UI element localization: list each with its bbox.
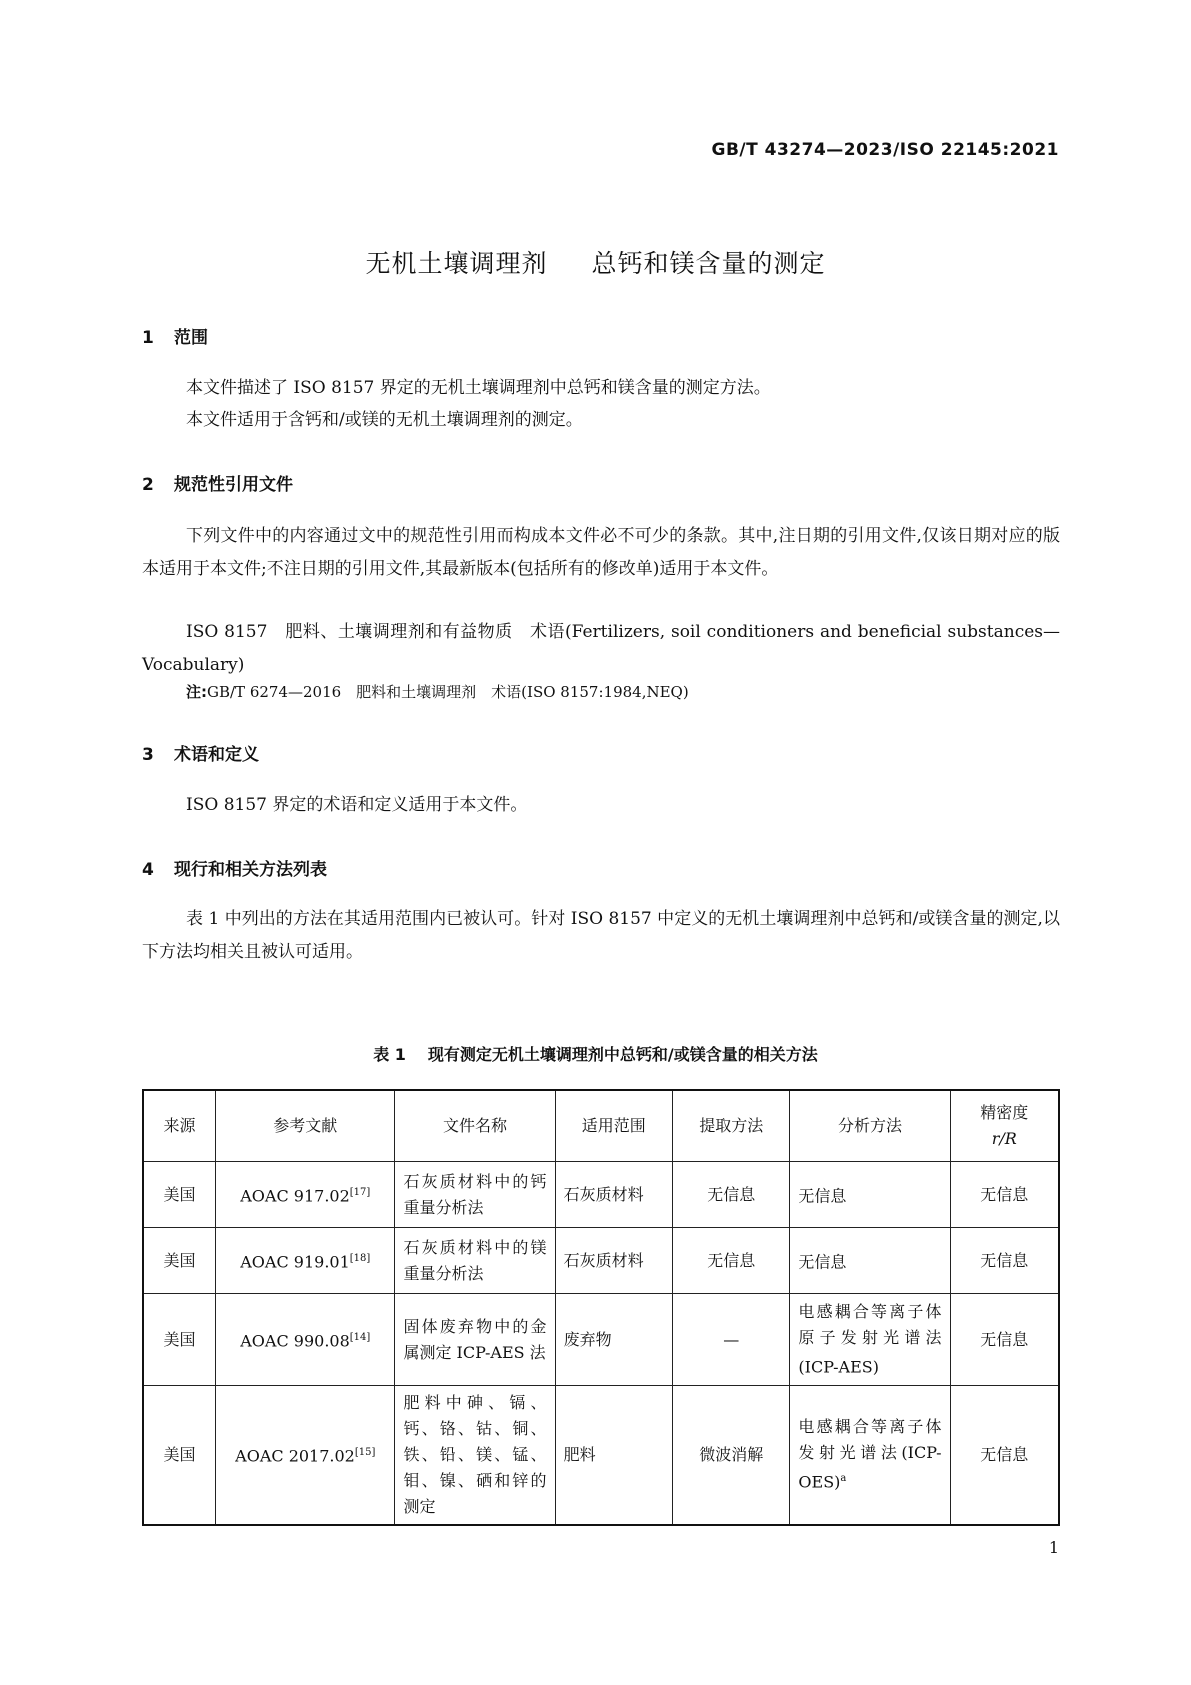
analysis-footnote-mark: a [840,1473,847,1485]
citation-number: [17] [349,1186,371,1198]
precision-label: 精密度 [980,1103,1029,1122]
header-scope: 适用范围 [555,1090,672,1162]
section-title: 规范性引用文件 [174,475,293,495]
analysis-text: 无信息 [798,1186,847,1206]
section-number: 3 [142,745,154,765]
methods-intro-paragraph: 表 1 中列出的方法在其适用范围内已被认可。针对 ISO 8157 中定义的无机土壤调理剂中总钙和/或镁含量的测定,以下方法均相关且被认可适用。 [142,909,1060,962]
header-source: 来源 [143,1090,216,1162]
cell-document-name: 固体废弃物中的金属测定 ICP-AES 法 [395,1294,555,1386]
page-number: 1 [1048,1538,1059,1557]
cell-reference [216,1228,395,1294]
reference-code: AOAC 917.02 [240,1186,350,1206]
cell-precision: 无信息 [950,1228,1059,1294]
cell-document-name: 石灰质材料中的镁重量分析法 [395,1228,555,1294]
scope-paragraph-1: 本文件描述了 ISO 8157 界定的无机土壤调理剂中总钙和镁含量的测定方法。 [186,378,771,398]
cell-precision: 无信息 [950,1386,1059,1526]
section-number: 2 [142,475,154,495]
cell-analysis [790,1386,950,1526]
table-row [143,1386,1059,1526]
cell-scope: 石灰质材料 [555,1162,672,1228]
header-extraction: 提取方法 [672,1090,789,1162]
table-header-row [143,1090,1059,1162]
analysis-text: 电感耦合等离子体原子发射光谱法(ICP-AES) [798,1301,942,1377]
cell-scope: 肥料 [555,1386,672,1526]
cell-extraction: 微波消解 [672,1386,789,1526]
title-part-1: 无机土壤调理剂 [365,249,548,278]
scope-paragraph-2: 本文件适用于含钙和/或镁的无机土壤调理剂的测定。 [186,410,583,430]
note-label: 注: [186,683,207,701]
document-title [0,244,1191,280]
citation-number: [15] [354,1447,376,1459]
cell-extraction: — [672,1294,789,1386]
citation-number: [14] [349,1331,371,1343]
reference-code: AOAC 919.01 [240,1252,350,1272]
table-caption: 现有测定无机土壤调理剂中总钙和/或镁含量的相关方法 [427,1045,818,1064]
cell-precision: 无信息 [950,1294,1059,1386]
reference-iso-8157: ISO 8157 肥料、土壤调理剂和有益物质 术语(Fertilizers, soil conditioners and beneficial substances—Vocabulary) [142,622,1060,675]
cell-scope: 废弃物 [555,1294,672,1386]
reference-code: AOAC 2017.02 [235,1446,355,1466]
table-label: 表 1 [373,1045,406,1064]
cell-reference [216,1162,395,1228]
cell-precision: 无信息 [950,1162,1059,1228]
standard-code: GB/T 43274—2023/ISO 22145:2021 [711,140,1059,160]
header-reference: 参考文献 [216,1090,395,1162]
cell-analysis [790,1162,950,1228]
cell-reference [216,1386,395,1526]
section-title: 范围 [174,328,208,348]
cell-document-name: 肥料中砷、镉、钙、铬、钴、铜、铁、铅、镁、锰、钼、镍、硒和锌的测定 [395,1386,555,1526]
cell-extraction: 无信息 [672,1228,789,1294]
header-analysis: 分析方法 [790,1090,950,1162]
cell-source: 美国 [143,1228,216,1294]
table-row [143,1162,1059,1228]
precision-symbol: r/R [991,1129,1017,1148]
reference-code: AOAC 990.08 [240,1331,350,1351]
table-row [143,1228,1059,1294]
methods-table [142,1089,1060,1526]
note-text: GB/T 6274—2016 肥料和土壤调理剂 术语(ISO 8157:1984,NEQ) [207,683,689,701]
cell-analysis [790,1294,950,1386]
cell-extraction: 无信息 [672,1162,789,1228]
section-4-heading [142,855,327,880]
section-title: 术语和定义 [174,745,259,765]
terms-paragraph: ISO 8157 界定的术语和定义适用于本文件。 [186,795,528,815]
cell-source: 美国 [143,1386,216,1526]
title-part-2: 总钙和镁含量的测定 [591,249,826,278]
section-1-heading [142,323,208,348]
cell-reference [216,1294,395,1386]
table-row [143,1294,1059,1386]
section-number: 4 [142,860,154,880]
cell-source: 美国 [143,1162,216,1228]
analysis-text: 无信息 [798,1252,847,1272]
normative-references-paragraph: 下列文件中的内容通过文中的规范性引用而构成本文件必不可少的条款。其中,注日期的引用文件,仅该日期对应的版本适用于本文件;不注日期的引用文件,其最新版本(包括所有的修改单)适用于本文件。 [142,526,1060,579]
cell-source: 美国 [143,1294,216,1386]
cell-scope: 石灰质材料 [555,1228,672,1294]
section-title: 现行和相关方法列表 [174,860,327,880]
section-2-heading [142,470,293,495]
citation-number: [18] [349,1252,371,1264]
header-document-name: 文件名称 [395,1090,555,1162]
cell-document-name: 石灰质材料中的钙重量分析法 [395,1162,555,1228]
reference-note [186,681,689,702]
table-1-title [0,1042,1191,1065]
analysis-text: 电感耦合等离子体发射光谱法(ICP-OES) [798,1417,942,1492]
section-3-heading [142,740,259,765]
header-precision [950,1090,1059,1162]
section-number: 1 [142,328,154,348]
cell-analysis [790,1228,950,1294]
